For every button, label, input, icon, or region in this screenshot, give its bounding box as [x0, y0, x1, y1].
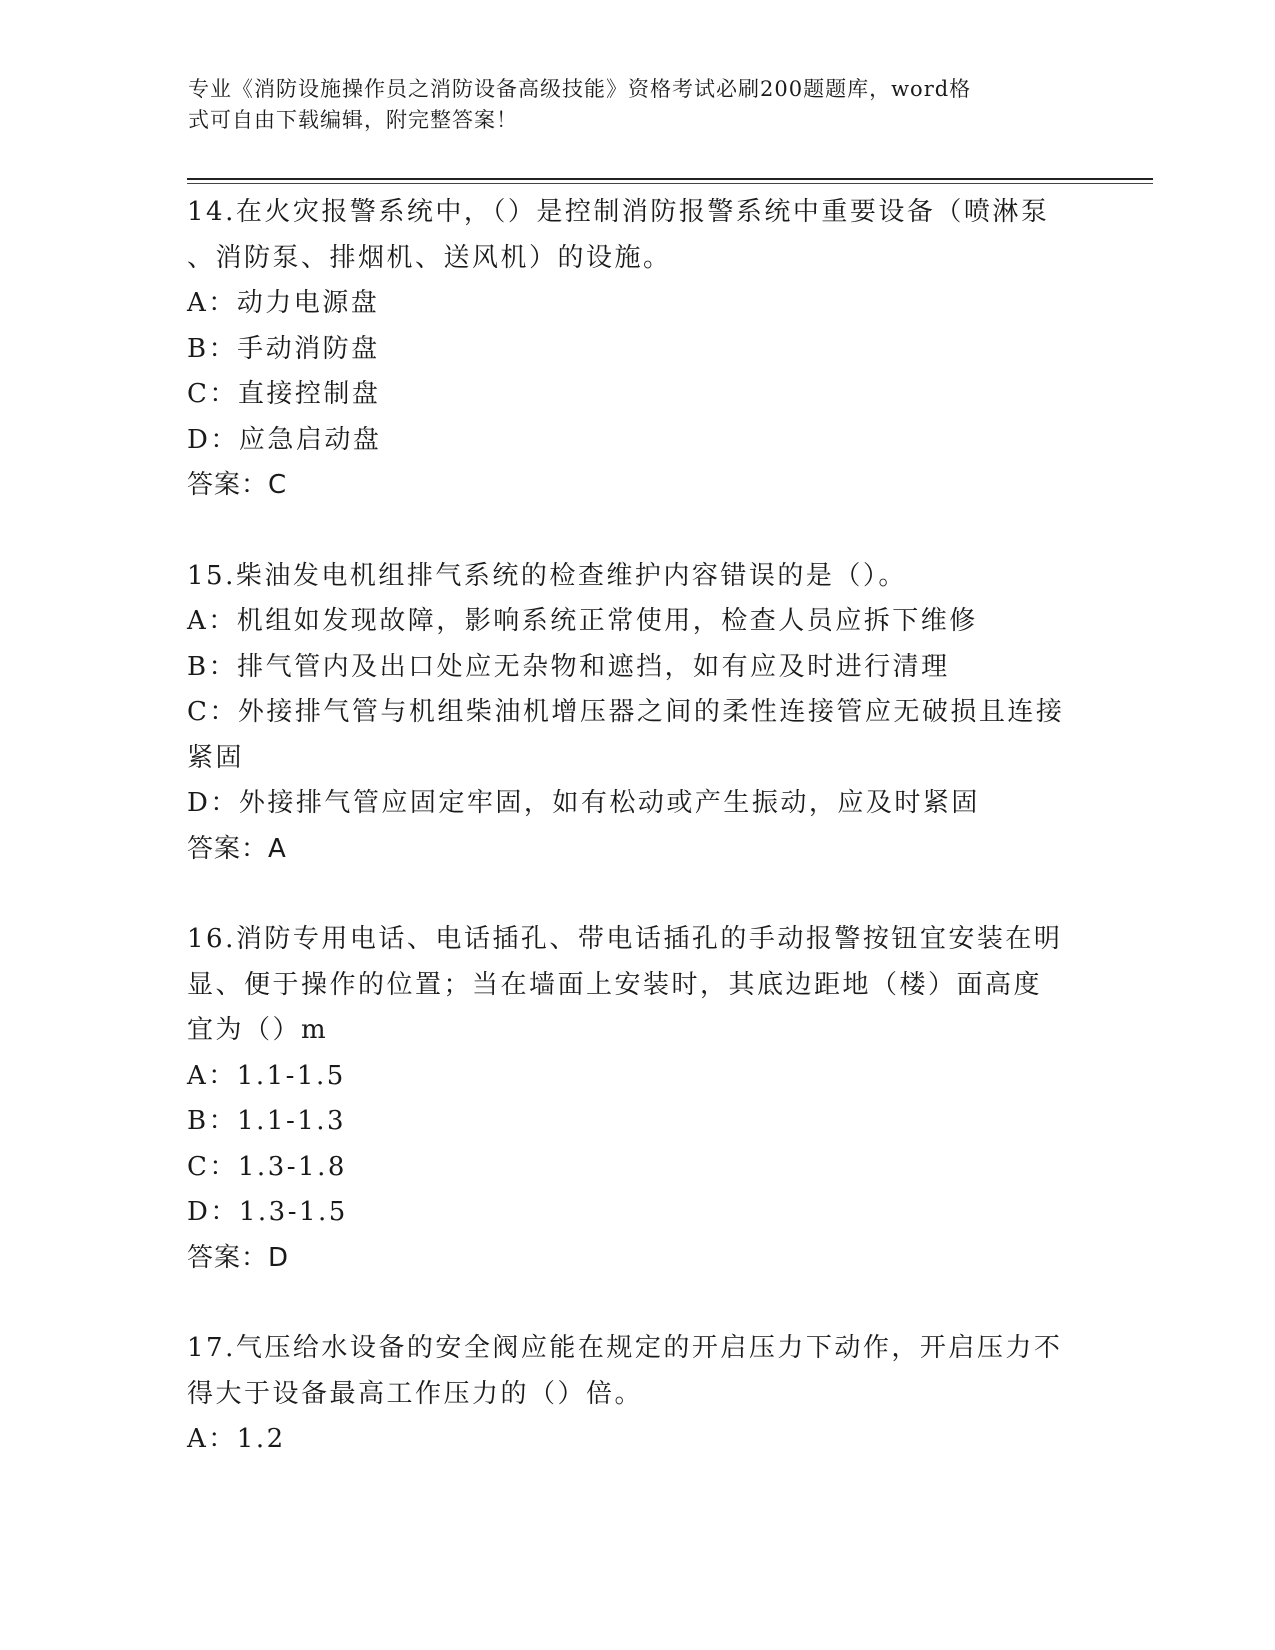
question-item [187, 917, 1087, 1281]
answer: 答案：D [187, 1242, 290, 1273]
question-item [187, 554, 1087, 873]
option-c: C：直接控制盘 [187, 379, 381, 409]
answer: 答案：A [187, 833, 287, 864]
question-list [187, 190, 1087, 1463]
header-divider [187, 178, 1153, 180]
option-a: A：机组如发现故障，影响系统正常使用，检查人员应拆下维修 [187, 606, 978, 636]
question-stem: 14.在火灾报警系统中，（）是控制消防报警系统中重要设备（喷淋泵 [187, 197, 1050, 227]
document-header [188, 74, 1068, 136]
question-stem: 宜为（）m [187, 1015, 329, 1045]
option-d: D：应急启动盘 [187, 424, 382, 455]
question-stem: 得大于设备最高工作压力的（）倍。 [187, 1378, 644, 1409]
question-stem: 16.消防专用电话、电话插孔、带电话插孔的手动报警按钮宜安装在明 [187, 924, 1063, 954]
option-a: A：1.2 [187, 1424, 286, 1454]
question-stem: 17.气压给水设备的安全阀应能在规定的开启压力下动作，开启压力不 [187, 1333, 1063, 1363]
option-b: B：1.1-1.3 [187, 1106, 347, 1136]
option-b: B：排气管内及出口处应无杂物和遮挡，如有应及时进行清理 [187, 651, 950, 682]
question-stem: 显、便于操作的位置；当在墙面上安装时，其底边距地（楼）面高度 [187, 969, 1043, 1000]
option-c: C：外接排气管与机组柴油机增压器之间的柔性连接管应无破损且连接 [187, 697, 1065, 727]
header-line: 专业《消防设施操作员之消防设备高级技能》资格考试必刷200题题库，word格 [188, 77, 972, 101]
option-a: A：动力电源盘 [187, 288, 380, 318]
option-b: B：手动消防盘 [187, 333, 380, 364]
option-d: D：1.3-1.5 [187, 1197, 348, 1227]
option-d: D：外接排气管应固定牢固，如有松动或产生振动，应及时紧固 [187, 788, 980, 818]
header-divider-thin [187, 183, 1153, 184]
header-line: 式可自由下载编辑，附完整答案！ [188, 108, 518, 132]
question-stem: 、消防泵、排烟机、送风机）的设施。 [187, 242, 672, 273]
answer: 答案：C [187, 470, 288, 500]
option-c: C：1.3-1.8 [187, 1151, 347, 1182]
question-stem: 15.柴油发电机组排气系统的检查维护内容错误的是（）。 [187, 560, 907, 591]
question-item [187, 1326, 1087, 1463]
question-item [187, 190, 1087, 509]
option-a: A：1.1-1.5 [187, 1060, 346, 1091]
option-c-continued: 紧固 [187, 742, 245, 773]
